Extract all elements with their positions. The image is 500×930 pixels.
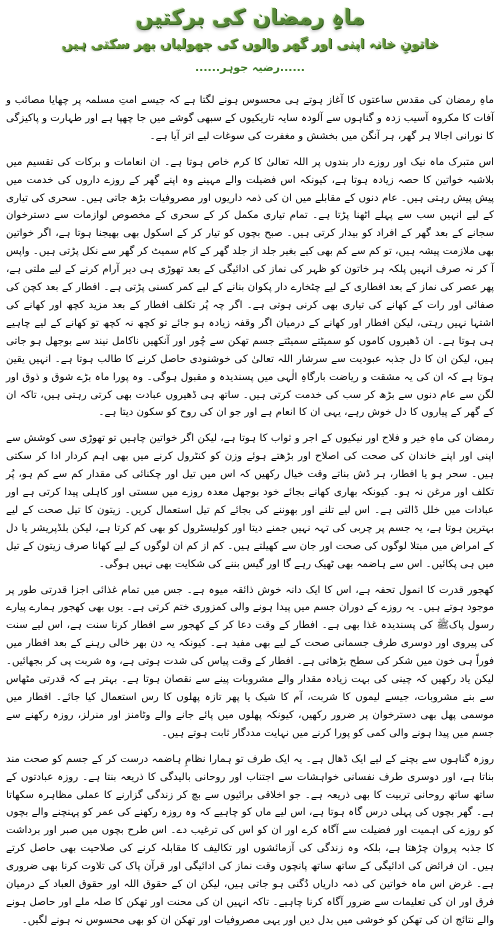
article-paragraph: کھجور قدرت کا انمول تحفہ ہے، اس کا ایک دانہ خوش ذائقہ میوہ ہے۔ جس میں تمام غذائی اجزا قدرتی طور پر موجود ہوتے ہیں۔ یہ روزے کے دوران جسم میں پیدا ہونے والی کمزوری ختم کرتی ہے۔ یوں بھی کھجور ہمارے پیارے رسول پاکﷺ کی پسندیدہ غذا بھی ہے۔ افطار کے وقت دعا کر کے کھجور سے افطار کرنا سنت ہے، اس لیے سنت کی پیروی اور دوسری طرف جسمانی صحت کے لیے بھی مفید ہے۔ کیونکہ یہ دن بھر خالی رہنے کے بعد افطار میں فوراً ہی خون میں شکر کی سطح بڑھاتی ہے۔ افطار کے وقت پیاس کی شدت ہوتی ہے، وہ شربت پی کر بجھائیں۔ لیکن یاد رکھیں کہ چینی کی بہت زیادہ مقدار والے مشروبات پینے سے نقصان ہوتا ہے۔ بہتر ہے کہ قدرتی مٹھاس سے بنے مشروبات، جیسے لیموں کا شربت، آم کا شیک یا پھر تازہ پھلوں کا رس استعمال کیا جائے۔ افطار میں موسمی پھل بھی دسترخوان پر ضرور رکھیں، کیونکہ پھلوں میں پائے جانے والے وٹامنز اور منرلز، روزہ رکھنے سے جسم میں پیدا ہونے والی کمی کو پورا کرنے میں نہایت مددگار ثابت ہوتے ہیں۔: [6, 584, 494, 739]
author-byline: ......رضیہ جوہر......: [195, 61, 305, 74]
article-paragraph: رمضان کی ماہِ خیر و فلاح اور نیکیوں کے اجر و ثواب کا ہوتا ہے، لیکن اگر خواتین چاہیں تو تھوڑی سی کوشش سے اپنی اور اپنے خاندان کی صحت کی اصلاح اور بڑھتے ہوئے وزن کو کنٹرول کرنے میں بھی اہم کردار ادا کر سکتی ہیں۔ سحر ہو یا افطار، ہر ڈش بناتے وقت خیال رکھیں کہ اس میں تیل اور چکنائی کی مقدار کم سے کم ہو، پُر تکلف اور مرغن نہ ہو۔ کیونکہ بھاری کھانے بجائے خود بوجھل معدہ روزے میں سستی اور کاہلی پیدا کرتی ہے اور عبادات میں خلل ڈالتی ہے۔ اس لیے تلنے اور بھوننے کی بجائے کم تیل استعمال کریں۔ زیتون کا تیل صحت کے لیے بہترین ہوتا ہے، یہ جسم پر چربی کی تہہ نہیں جمنے دیتا اور کولیسٹرول کو بھی کم کرتا ہے، لیکن بلڈپریشر یا دل کے امراض میں مبتلا لوگوں کی صحت اور جان سے کھیلتے ہیں۔ کم از کم ان لوگوں کے لیے کھانا صرف زیتون کے تیل میں ہی پکائیں۔ اس سے ہاضمہ بھی ٹھیک رہے گا اور گیس بننے کی شکایت بھی نہیں ہوگی۔: [6, 433, 494, 570]
article-paragraph: ماہِ رمضان کی مقدس ساعتوں کا آغاز ہوتے ہی محسوس ہونے لگتا ہے کہ جیسے امتِ مسلمہ پر چھایا مصائب و آفات کا مکروہ آسیب زدہ و گناہوں سے آلودہ سایہ تاریکیوں کے سبھی گوشے میں جا چھپا ہے اور طہارت و پاکیزگی کا نورانی اجالا ہر گھر، ہر آنگن میں بخشش و مغفرت کی سوغات لیے اتر آیا ہے۔: [6, 95, 494, 142]
article-paragraph: اس متبرک ماہ نیک اور روزے دار بندوں پر اللہ تعالیٰ کا کرم خاص ہوتا ہے۔ ان انعامات و برکات کی تقسیم میں بلاشبہ خواتین کا حصہ زیادہ ہوتا ہے، کیونکہ اس فضیلت والے مہینے وہ اپنے گھر کے روزے داروں کی خدمت میں پیش پیش رہتی ہیں۔ عام دنوں کے مقابلے میں ان کی ذمہ داریوں اور مصروفیات بڑھ جاتی ہیں۔ سحری کی تیاری کے لیے انہیں سب سے پہلے اٹھنا پڑتا ہے۔ تمام تیاری مکمل کر کے سحری کے مخصوص لوازمات سے دسترخوان سجانے کے بعد گھر کے افراد کو بیدار کرتی ہیں۔ صبح بچوں کو تیار کر کے اسکول بھی بھیجنا ہوتا ہے، اگر خواتین بھی ملازمت پیشہ ہیں، تو کم سے کم بھی کیے بغیر جلد از جلد گھر کے کام سمیٹ کر گھر سے نکل پڑتی ہیں۔ واپس آ کر نہ صرف انہیں پلکہ ہر خاتون کو ظہر کی نماز کی ادائیگی کے بعد تھوڑی ہی دیر آرام کرنے کے لیے ملتی ہے، پھر عصر کی نماز کے بعد افطاری کے لیے چٹخارے دار پکوان بنانے کے لیے کمر کسنی پڑتی ہے۔ افطار کے بعد کچن کی صفائی اور رات کے کھانے کی تیاری بھی کرنی ہوتی ہے۔ اگر چہ پُر تکلف افطار کے بعد مزید کچھ اور کھانے کی اشتہا نہیں رہتی، لیکن افطار اور کھانے کے درمیان اگر وقفہ زیادہ ہو جائے تو کچھ نہ کچھ تو کھانے کے لیے چاہیے ہی ہوتا ہے۔ ان ڈھیروں کاموں کو سمیٹتے سمیٹتے جسم تھکن سے چُور اور آنکھیں ناکامل نیند سے بوجھل ہو جاتی ہیں، لیکن ان کا دل جذبہ عبودیت سے سرشار اللہ تعالیٰ کی خوشنودی حاصل کرنے کا طالب ہوتا ہے۔ انہیں یقین ہوتا ہے کہ ان کی یہ مشقت و ریاضت بارگاہِ الٰہی میں پسندیدہ و مقبول ہوگی۔ وہ پورا ماہ بڑے شوق و ذوق اور لگن سے عام دنوں سے بڑھ کر سب کی خدمت کرتی ہیں۔ ساتھ ہی ڈھیروں عبادت بھی کرتی رہتی ہیں، تاکہ ان کے گھر کے پیاروں کا دل خوش رہے، یہی ان کا انعام ہے اور جو ان کی روح کو سکون دیتا ہے۔: [6, 156, 494, 419]
article-header: [0, 0, 500, 90]
article-body: [6, 92, 494, 926]
article-title: ماہِ رمضان کی برکتیں: [135, 5, 365, 29]
article-subtitle: خاتونِ خانہ اپنی اور گھر والوں کی جھولیاں بھر سکتی ہیں: [61, 37, 439, 52]
article-paragraph: روزہ گناہوں سے بچنے کے لیے ایک ڈھال ہے۔ یہ ایک طرف تو ہمارا نظامِ ہاضمہ درست کر کے جسم کو صحت مند بناتا ہے، اور دوسری طرف نفسانی خواہشات سے اجتناب اور روحانی بالیدگی کا ذریعہ بنتا ہے۔ روزہ عبادتوں کے ساتھ ساتھ روحانی تربیت کا بھی ذریعہ ہے۔ جو اخلاقی برائیوں سے بچ کر زندگی گزارنے کا عملی مظاہرہ سکھاتا ہے۔ گھر بچوں کی پہلی درس گاہ ہوتا ہے، اس لیے ماں کو چاہیے کہ وہ روزہ رکھنے کی عمر کو پہنچنے والے بچوں کو روزے کی اہمیت اور فضیلت سے آگاہ کرے اور ان کو اس کی ترغیب دے۔ اس طرح بچوں میں صبر اور برداشت کا جذبہ پروان چڑھتا ہے، بلکہ وہ زندگی کی آزمائشوں اور تکالیف کا مقابلہ کرنے کی صلاحیت بھی حاصل کرتے ہیں۔ ان فرائض کی ادائیگی کے ساتھ ساتھ پانچوں وقت نماز کی ادائیگی اور قرآن پاک کی تلاوت کرنا بھی ضروری ہے۔ غرض اس ماہ خواتین کی ذمہ داریاں دُگنی ہو جاتی ہیں، لیکن ان کے حقوق اللہ اور حقوق العباد کے درمیان فرق اور ان کی تعلیمات سے ضرور آگاہ کرنا چاہیے۔ تاکہ انہیں ان کی محنت اور تھکن کا صلہ ملے اور حاصل ہونے والے نتائج ان کی تھکن کو خوشی میں بدل دیں اور یہی مصروفیات اور تھکن ان کو بھی محسوس نہ ہونے لگیں۔: [6, 753, 494, 926]
